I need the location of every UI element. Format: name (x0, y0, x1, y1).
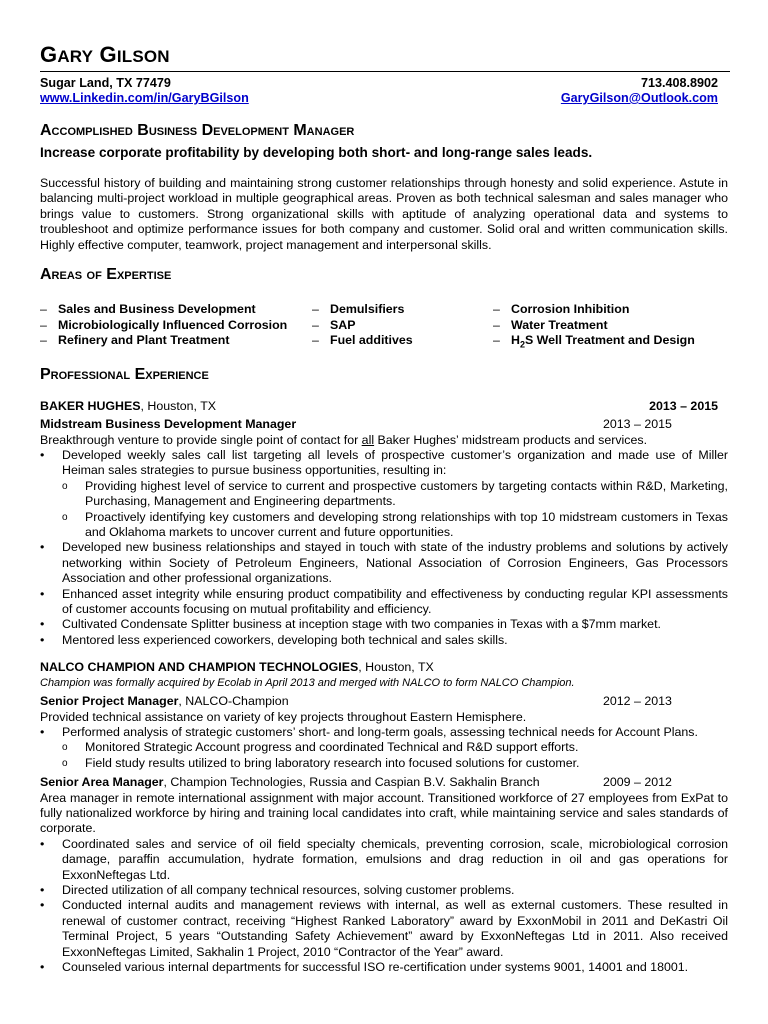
sub-list-item: o Monitored Strategic Account progress and coordinated Technical and R&D support efforts. (40, 740, 728, 755)
name-first-rest: ARY (57, 47, 94, 66)
list-item: • Developed weekly sales call list targeting all levels of prospective customer’s organization and made use of Miller Heiman sales strategies to pursue business opportunities, resulting in: o Providing highest level of service to current and prospective customers by targeting contacts within R&D, Marketing, Purchasing, Management and Engineering departments. o Proactively identifying key customers and developing strong relationships with top 10 midstream customers in Texas and Oklahoma markets to uncover current and future opportunities. (40, 448, 728, 540)
sub-bullet-list (62, 479, 728, 541)
sub-list-item: o Proactively identifying key customers and developing strong relationships with top 10 midstream customers in Texas and Oklahoma markets to uncover current and future opportunities. (40, 510, 728, 541)
company-location: , Houston, TX (140, 399, 217, 413)
headline-tagline: Increase corporate profitability by developing both short- and long-range sales leads. (40, 145, 593, 160)
bullet-list (40, 837, 728, 976)
role-dates: 2012 – 2013 (603, 694, 672, 708)
expertise-item: – Water Treatment (493, 317, 608, 332)
list-item: • Enhanced asset integrity while ensuring product compatibility and effectiveness by conducting regular KPI assessments of customer accounts focusing on mutual profitability and efficiency. (40, 587, 728, 618)
company-name: BAKER HUGHES (40, 399, 141, 413)
role-title: Senior Area Manager (40, 775, 164, 790)
company-baker-hughes (40, 399, 718, 414)
summary-paragraph: Successful history of building and maintaining strong customer relationships through honesty and solid experience. Astute in balancing multi-project workload in multiple geographical areas. Proven as both technical salesman and sales manager who brings value to customers. Strong organizational skills with aptitude of analyzing operational data and systems to troubleshoot and optimize performance issues for both company and customer. Solid oral and written communication skills. Highly effective computer, teamwork, project management and interpersonal skills. (40, 176, 728, 252)
role-header (40, 775, 728, 791)
contact-row-1 (40, 76, 718, 91)
expertise-item: – $H_2S$ Well Treatment and Design (493, 333, 695, 350)
expertise-column-1 (40, 302, 287, 349)
sub-list-item: o Field study results utilized to bring laboratory research into focused solutions for customer. (40, 756, 728, 771)
candidate-name (40, 42, 170, 70)
role-header (40, 417, 728, 433)
name-first-initial: G (40, 42, 58, 67)
email-link[interactable]: GaryGilson@Outlook.com (560, 91, 718, 105)
role-org: , Champion Technologies, Russia and Caspian B.V. Sakhalin Branch (163, 775, 540, 790)
sub-list-item: o Providing highest level of service to current and prospective customers by targeting contacts within R&D, Marketing, Purchasing, Management and Engineering departments. (40, 479, 728, 510)
list-item: • Conducted internal audits and management reviews with internal, as well as external customers. These resulted in renewal of customer contract, receiving “Highest Ranked Laboratory” award by ExxonMobil in 2011 and DeKastri Oil Terminal Project, 5 years “Outstanding Safety Achievement” award by ExxonNeftegas Ltd in 2011. Also received ExxonNeftegas Limited, Sakhalin 1 Project, 2010 “Contractor of the Year” award. (40, 898, 728, 960)
list-item: • Cultivated Condensate Splitter business at inception stage with two companies in Texas with a $7mm market. (40, 617, 728, 632)
bullet-list (40, 448, 728, 648)
expertise-column-3 (493, 302, 695, 349)
list-item: • Counseled various internal departments for successful ISO re-certification under systems 9001, 14001 and 18001. (40, 960, 728, 975)
company-dates: 2013 – 2015 (649, 399, 718, 413)
expertise-heading: Areas of Expertise (40, 266, 172, 283)
role-org: , NALCO-Champion (178, 694, 289, 708)
role-dates: 2009 – 2012 (603, 775, 672, 790)
linkedin-link[interactable]: www.Linkedin.com/in/GaryBGilson (40, 91, 249, 105)
expertise-item: – Corrosion Inhibition (493, 302, 630, 316)
acquisition-note: Champion was formally acquired by Ecolab in April 2013 and merged with NALCO to form NALCO Champion. (40, 677, 575, 689)
sub-bullet-list (62, 740, 728, 771)
expertise-item: – Demulsifiers (312, 302, 405, 316)
expertise-item: – Refinery and Plant Treatment (40, 333, 230, 347)
baker-hughes-block (40, 417, 728, 648)
company-nalco-champion (40, 660, 718, 675)
role-title: Midstream Business Development Manager (40, 417, 297, 431)
list-item: • Performed analysis of strategic customers’ short- and long-term goals, assessing technical needs for Account Plans. o Monitored Strategic Account progress and coordinated Technical and R&D support efforts. o Field study results utilized to bring laboratory research into focused solutions for customer. (40, 725, 728, 771)
headline-title: Accomplished Business Development Manager (40, 122, 355, 139)
role-intro: Provided technical assistance on variety of key projects throughout Eastern Hemisphere. (40, 709, 527, 724)
expertise-column-2 (312, 302, 413, 349)
header-rule (40, 71, 730, 72)
name-last-initial: G (99, 42, 117, 67)
expertise-item: – SAP (312, 317, 356, 332)
nalco-block (40, 676, 728, 976)
list-item: • Coordinated sales and service of oil field specialty chemicals, preventing corrosion, scale, microbiological corrosion damage, paraffin accumulation, hydrate formation, emulsions and drag reduction in oil and gas operations for ExxonNeftegas Ltd. (40, 837, 728, 883)
company-name: NALCO CHAMPION AND CHAMPION TECHNOLOGIES (40, 660, 359, 674)
role-intro: Area manager in remote international assignment with major account. Transitioned workforce of 27 employees from ExPat to fully nationalized workforce by hiring and training local candidates into craft, while maintaining service and sales standards of corporate. (40, 790, 728, 836)
role-header (40, 694, 728, 710)
contact-row-2 (40, 91, 718, 106)
role-intro: Breakthrough venture to provide single point of contact for all Baker Hughes’ midstream products and services. (40, 432, 648, 447)
list-item: • Directed utilization of all company technical resources, solving customer problems. (40, 883, 728, 898)
company-location: , Houston, TX (358, 660, 434, 674)
phone: 713.408.8902 (640, 76, 718, 90)
expertise-item: – Fuel additives (312, 333, 413, 347)
role-title: Senior Project Manager (40, 694, 179, 708)
location: Sugar Land, TX 77479 (40, 76, 171, 90)
expertise-item: – Microbiologically Influenced Corrosion (40, 317, 288, 332)
role-dates: 2013 – 2015 (603, 417, 672, 431)
name-last-rest: ILSON (116, 47, 170, 66)
bullet-list (40, 725, 728, 771)
experience-heading: Professional Experience (40, 366, 209, 383)
expertise-item: – Sales and Business Development (40, 302, 256, 316)
list-item: • Mentored less experienced coworkers, developing both technical and sales skills. (40, 633, 728, 648)
list-item: • Developed new business relationships and stayed in touch with state of the industry problems and solutions by actively networking within Society of Petroleum Engineers, National Association of Corrosion Engineers, Gas Processors Association and other professional organizations. (40, 540, 728, 586)
